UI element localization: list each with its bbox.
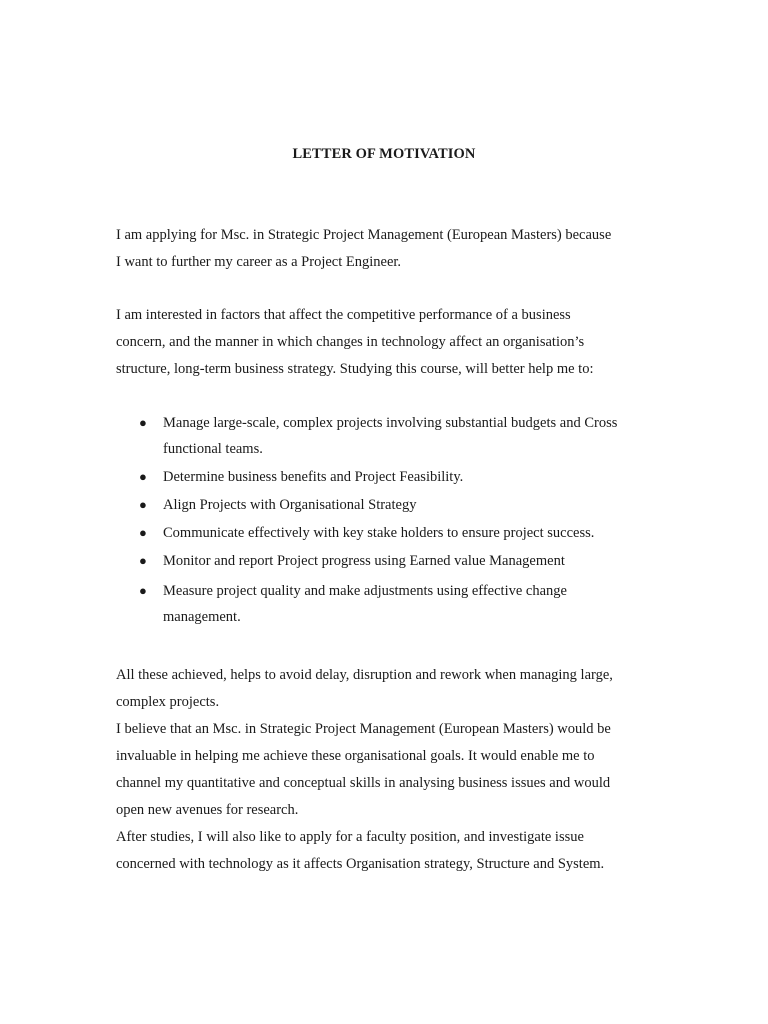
bullet-icon: ● (139, 415, 147, 430)
list-item (116, 492, 676, 518)
list-item (116, 410, 676, 462)
goals-list (116, 410, 676, 630)
intro-paragraph (116, 222, 676, 276)
bullet-icon: ● (139, 553, 147, 568)
intro-line: I want to further my career as a Project Engineer. (116, 254, 402, 270)
interest-paragraph (116, 302, 676, 383)
closing-line: channel my quantitative and conceptual skills in analysing business issues and would (116, 775, 611, 791)
interest-line: structure, long-term business strategy. Studying this course, will better help me to: (116, 361, 594, 377)
closing-line: complex projects. (116, 694, 220, 710)
bullet-icon: ● (139, 469, 147, 484)
closing-paragraph (116, 662, 676, 878)
bullet-icon: ● (139, 525, 147, 540)
list-item-text: Measure project quality and make adjustments using effective change (163, 583, 567, 599)
list-item-text: management. (163, 609, 241, 625)
list-item (116, 548, 676, 574)
list-item (116, 464, 676, 490)
interest-line: concern, and the manner in which changes in technology affect an organisation’s (116, 334, 585, 350)
list-item-text: Monitor and report Project progress using Earned value Management (163, 553, 565, 569)
list-item (116, 520, 676, 546)
closing-line: After studies, I will also like to apply for a faculty position, and investigate issue (116, 829, 584, 845)
closing-line: invaluable in helping me achieve these organisational goals. It would enable me to (116, 748, 595, 764)
list-item (116, 578, 676, 630)
list-item-text: functional teams. (163, 441, 263, 457)
bullet-icon: ● (139, 583, 147, 598)
interest-line: I am interested in factors that affect the competitive performance of a business (116, 307, 571, 323)
list-item-text: Manage large-scale, complex projects involving substantial budgets and Cross (163, 415, 618, 431)
bullet-icon: ● (139, 497, 147, 512)
list-item-text: Communicate effectively with key stake holders to ensure project success. (163, 525, 595, 541)
intro-line: I am applying for Msc. in Strategic Project Management (European Masters) because (116, 227, 612, 243)
closing-line: open new avenues for research. (116, 802, 299, 818)
letter-title: LETTER OF MOTIVATION (292, 146, 476, 162)
closing-line: All these achieved, helps to avoid delay, disruption and rework when managing large, (116, 667, 613, 683)
closing-line: concerned with technology as it affects Organisation strategy, Structure and System. (116, 856, 605, 872)
list-item-text: Determine business benefits and Project Feasibility. (163, 469, 464, 485)
list-item-text: Align Projects with Organisational Strategy (163, 497, 417, 513)
closing-line: I believe that an Msc. in Strategic Project Management (European Masters) would be (116, 721, 611, 737)
